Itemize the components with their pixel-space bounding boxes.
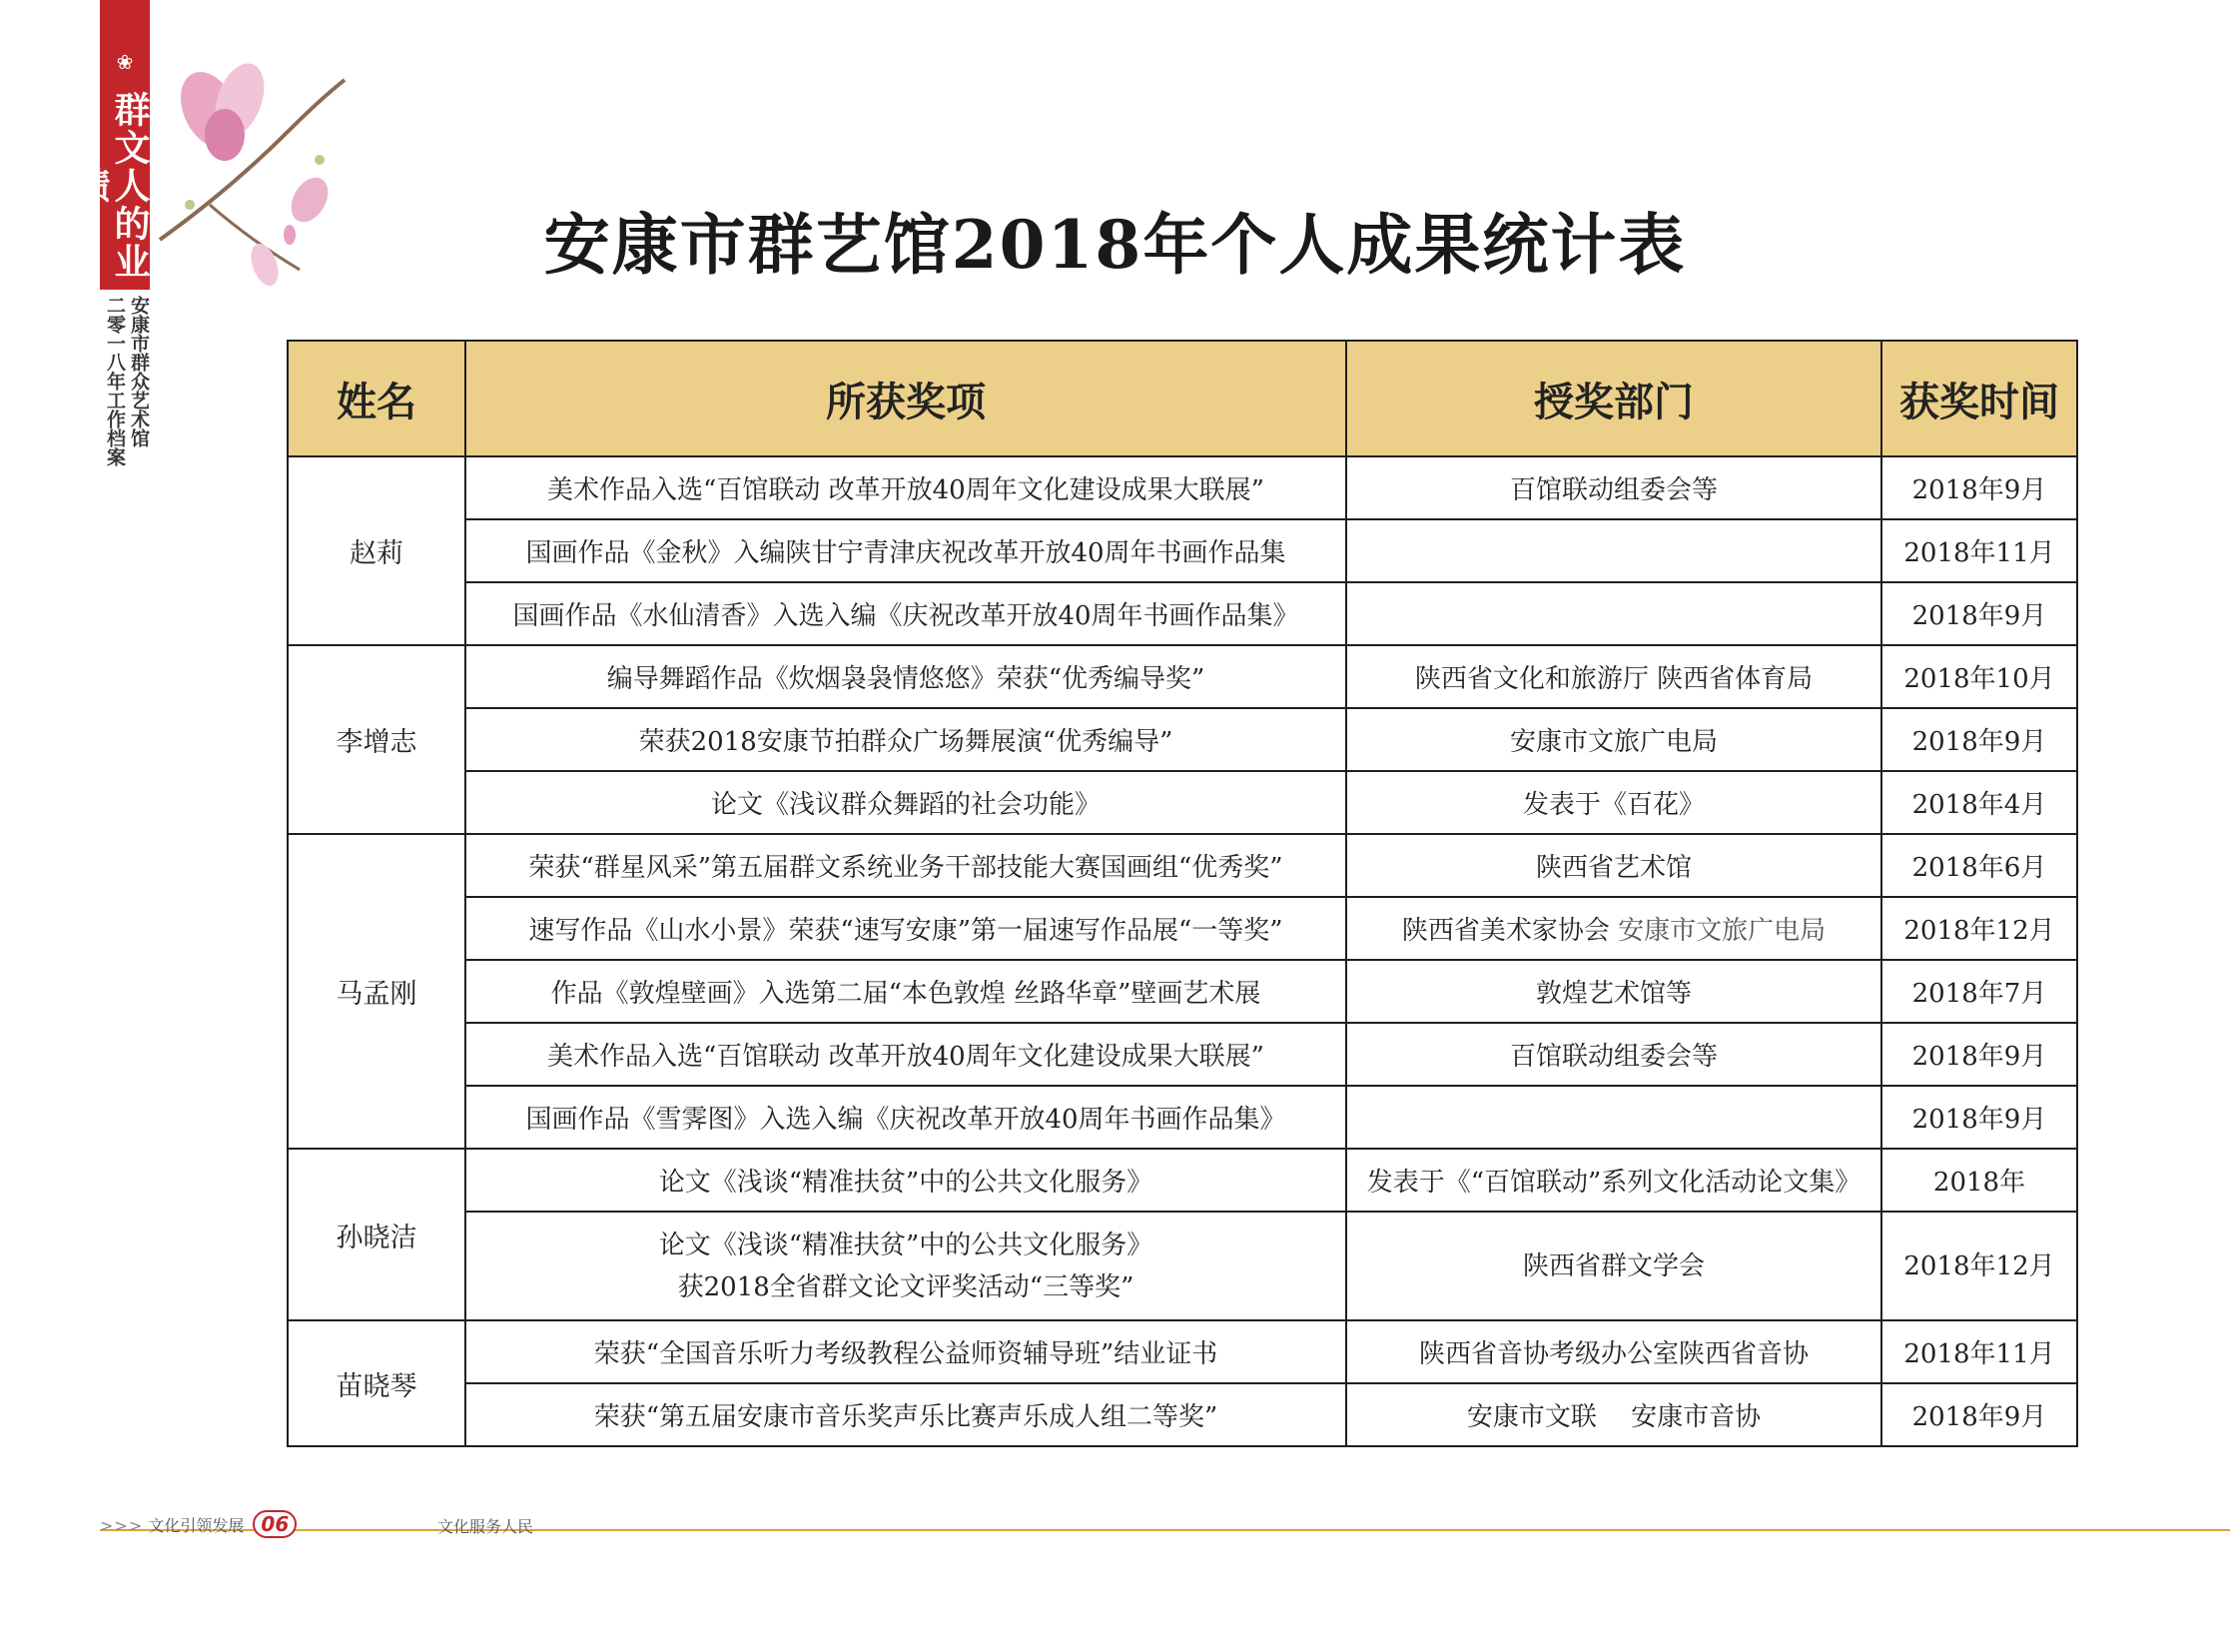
page-number: 06 [253, 1510, 297, 1538]
side-org: 安康市群众艺术馆 [128, 296, 150, 447]
time-cell: 2018年9月 [1881, 708, 2077, 771]
table-row [288, 1149, 2077, 1212]
dept-cell [1346, 897, 1881, 960]
time-cell: 2018年11月 [1881, 1320, 2077, 1383]
footer-left-text: 文化引领发展 [148, 1516, 245, 1535]
table-row [288, 708, 2077, 771]
award-cell: 荣获2018安康节拍群众广场舞展演“优秀编导” [465, 708, 1346, 771]
time-cell: 2018年6月 [1881, 834, 2077, 897]
dept-cell: 陕西省文化和旅游厅 陕西省体育局 [1346, 645, 1881, 708]
time-cell: 2018年9月 [1881, 1086, 2077, 1149]
table-row [288, 834, 2077, 897]
award-cell: 荣获“第五届安康市音乐奖声乐比赛声乐成人组二等奖” [465, 1383, 1346, 1446]
table-row [288, 645, 2077, 708]
header-award: 所获奖项 [465, 341, 1346, 456]
award-cell: 国画作品《金秋》入编陕甘宁青津庆祝改革开放40周年书画作品集 [465, 519, 1346, 582]
dept-cell: 陕西省艺术馆 [1346, 834, 1881, 897]
person-name: 马孟刚 [288, 834, 465, 1149]
side-subtitle: 二零一八年工作档案 [104, 296, 126, 466]
dept-cell: 陕西省音协考级办公室陕西省音协 [1346, 1320, 1881, 1383]
dept-cell [1346, 519, 1881, 582]
dept-cell: 敦煌艺术馆等 [1346, 960, 1881, 1023]
award-line: 论文《浅谈“精准扶贫”中的公共文化服务》 [658, 1230, 1153, 1260]
dept-cell: 安康市文联 安康市音协 [1346, 1383, 1881, 1446]
time-cell: 2018年9月 [1881, 582, 2077, 645]
table-row [288, 1023, 2077, 1086]
award-cell: 美术作品入选“百馆联动 改革开放40周年文化建设成果大联展” [465, 456, 1346, 519]
table-row [288, 1086, 2077, 1149]
dept-cell: 百馆联动组委会等 [1346, 456, 1881, 519]
person-name: 赵莉 [288, 456, 465, 645]
table-row [288, 771, 2077, 834]
header-name: 姓名 [288, 341, 465, 456]
time-cell: 2018年9月 [1881, 1383, 2077, 1446]
table-header-row [288, 341, 2077, 456]
award-cell: 美术作品入选“百馆联动 改革开放40周年文化建设成果大联展” [465, 1023, 1346, 1086]
table-row [288, 1383, 2077, 1446]
dept-cell: 百馆联动组委会等 [1346, 1023, 1881, 1086]
dept-cell: 陕西省群文学会 [1346, 1212, 1881, 1320]
person-name: 苗晓琴 [288, 1320, 465, 1446]
table-row [288, 960, 2077, 1023]
award-line: 获2018全省群文论文评奖活动“三等奖” [677, 1271, 1134, 1302]
achievement-table [287, 340, 2078, 1447]
person-name: 孙晓洁 [288, 1149, 465, 1320]
time-cell: 2018年12月 [1881, 897, 2077, 960]
dept-part: 陕西省美术家协会 [1401, 916, 1610, 946]
footer-mid-text: 文化服务人民 [437, 1517, 534, 1536]
footer-divider [100, 1529, 2230, 1531]
page-title: 安康市群艺馆2018年个人成果统计表 [543, 206, 1687, 284]
person-name: 李增志 [288, 645, 465, 834]
award-cell: 作品《敦煌壁画》入选第二届“本色敦煌 丝路华章”壁画艺术展 [465, 960, 1346, 1023]
banner-text: 群文人的业绩 [69, 91, 151, 281]
award-cell: 荣获“群星风采”第五届群文系统业务干部技能大赛国画组“优秀奖” [465, 834, 1346, 897]
award-cell [465, 1212, 1346, 1320]
dept-part: 安康市文旅广电局 [1618, 916, 1827, 946]
table-row [288, 897, 2077, 960]
time-cell: 2018年11月 [1881, 519, 2077, 582]
time-cell: 2018年10月 [1881, 645, 2077, 708]
dept-cell: 安康市文旅广电局 [1346, 708, 1881, 771]
dept-cell: 发表于《百花》 [1346, 771, 1881, 834]
table-row [288, 582, 2077, 645]
arrows-icon: >>> [100, 1516, 144, 1535]
table-row [288, 519, 2077, 582]
header-dept: 授奖部门 [1346, 341, 1881, 456]
time-cell: 2018年9月 [1881, 456, 2077, 519]
award-cell: 论文《浅谈“精准扶贫”中的公共文化服务》 [465, 1149, 1346, 1212]
time-cell: 2018年 [1881, 1149, 2077, 1212]
footer-left [100, 1510, 297, 1538]
dept-cell: 发表于《“百馆联动”系列文化活动论文集》 [1346, 1149, 1881, 1212]
cloud-ornament-icon: ❀ [116, 50, 134, 74]
award-cell: 国画作品《雪霁图》入选入编《庆祝改革开放40周年书画作品集》 [465, 1086, 1346, 1149]
award-cell: 编导舞蹈作品《炊烟袅袅情悠悠》荣获“优秀编导奖” [465, 645, 1346, 708]
time-cell: 2018年7月 [1881, 960, 2077, 1023]
table-row [288, 1320, 2077, 1383]
dept-cell [1346, 1086, 1881, 1149]
magnolia-flower-icon [150, 40, 350, 340]
table-row [288, 1212, 2077, 1320]
header-time: 获奖时间 [1881, 341, 2077, 456]
table-row [288, 456, 2077, 519]
award-cell: 论文《浅议群众舞蹈的社会功能》 [465, 771, 1346, 834]
time-cell: 2018年12月 [1881, 1212, 2077, 1320]
time-cell: 2018年9月 [1881, 1023, 2077, 1086]
award-cell: 国画作品《水仙清香》入选入编《庆祝改革开放40周年书画作品集》 [465, 582, 1346, 645]
time-cell: 2018年4月 [1881, 771, 2077, 834]
award-cell: 荣获“全国音乐听力考级教程公益师资辅导班”结业证书 [465, 1320, 1346, 1383]
dept-cell [1346, 582, 1881, 645]
award-cell: 速写作品《山水小景》荣获“速写安康”第一届速写作品展“一等奖” [465, 897, 1346, 960]
